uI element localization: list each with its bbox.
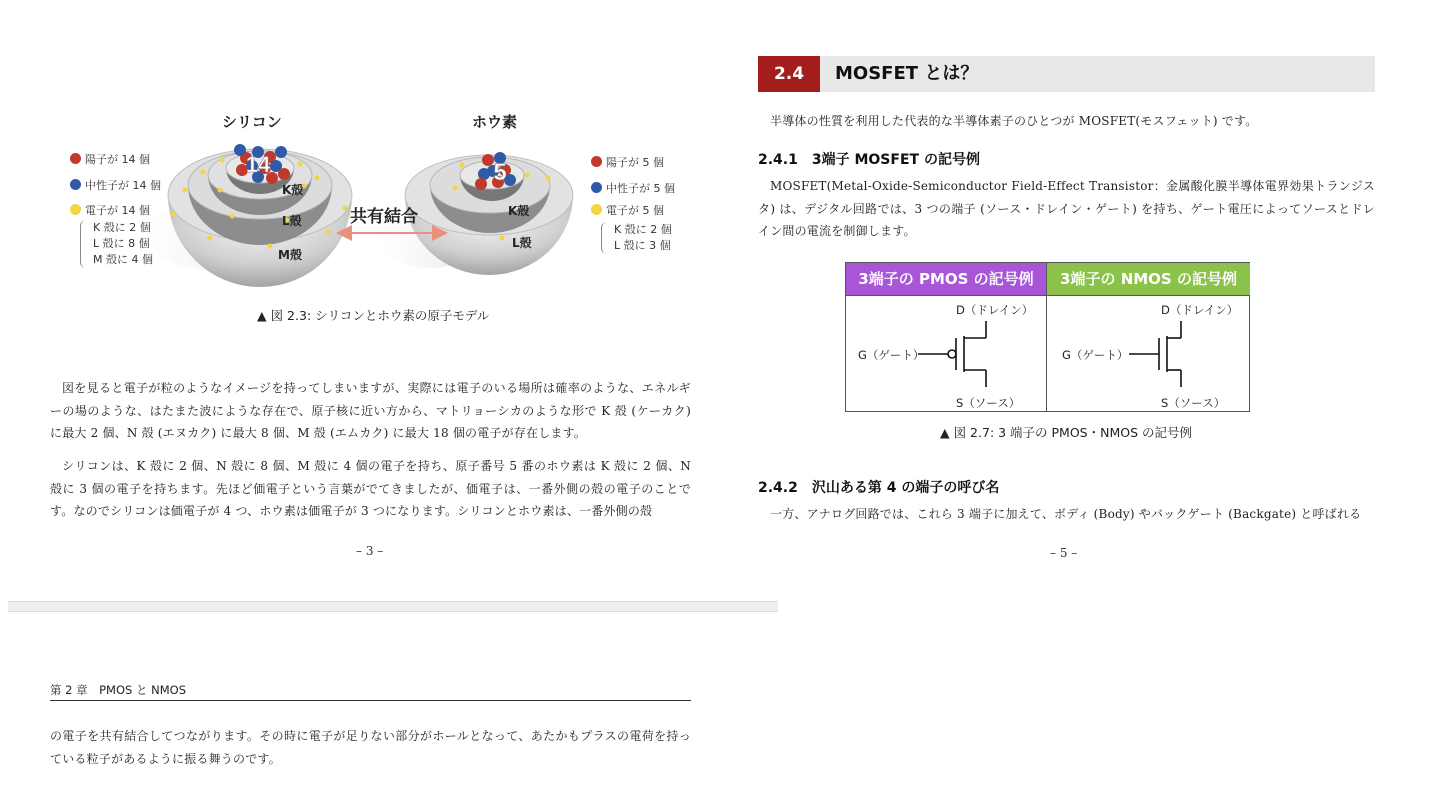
section-number: 2.4 xyxy=(758,56,820,92)
atom-figure xyxy=(0,0,780,300)
boron-legend-proton: 陽子が 5 個 xyxy=(591,154,664,170)
body-paragraph: MOSFET(Metal-Oxide-Semiconductor Field-Effect Transistor：金属酸化膜半導体電界効果トランジスタ) は、デジタル回路では、3 つの端子 (ソース・ドレイン・ゲート) を持ち、ゲート電圧によってソースとドレイン間の電流を制御します。 xyxy=(758,179,1375,238)
chapter-running-header: 第 2 章 PMOS と NMOS xyxy=(50,683,187,697)
nmos-drain-label: D（ドレイン） xyxy=(1161,303,1239,317)
silicon-legend-proton: 陽子が 14 個 xyxy=(70,151,150,167)
page-number: – 5 – xyxy=(1050,546,1078,560)
boron-legend-neutron: 中性子が 5 個 xyxy=(591,180,675,196)
header-rule xyxy=(50,700,691,701)
nmos-header: 3端子の NMOS の記号例 xyxy=(1046,263,1250,295)
section-header xyxy=(758,56,1375,92)
body-paragraph: の電子を共有結合してつながります。その時に電子が足りない部分がホールとなって、あたかもプラスの電荷を持っている粒子があるように振る舞うのです。 xyxy=(50,729,691,766)
page-separator xyxy=(8,601,778,612)
boron-shell-k: K殻 xyxy=(508,204,530,218)
silicon-legend-neutron: 中性子が 14 個 xyxy=(70,177,161,193)
proton-dot-icon xyxy=(591,156,602,167)
bond-label: 共有結合 xyxy=(350,207,418,227)
silicon-shell-m: M殻 xyxy=(278,248,302,262)
neutron-dot-icon xyxy=(591,182,602,193)
boron-legend-electron: 電子が 5 個 xyxy=(591,202,664,218)
boron-nucleus-number: 5 xyxy=(493,159,507,186)
pmos-gate-label: G（ゲート） xyxy=(858,348,925,362)
body-paragraph: 一方、アナログ回路では、これら 3 端子に加えて、ボディ (Body) やバックゲート (Backgate) と呼ばれる xyxy=(770,507,1362,521)
pmos-symbol xyxy=(918,321,986,387)
silicon-shell-l: L殻 xyxy=(282,214,302,228)
proton-dot-icon xyxy=(70,153,81,164)
figure-caption: ▲ 図 2.3: シリコンとホウ素の原子モデル xyxy=(257,308,490,323)
body-paragraph: シリコンは、K 殻に 2 個、N 殻に 8 個、M 殻に 4 個の電子を持ち、原子番号 5 番のホウ素は K 殻に 2 個、N 殻に 3 個の電子を持ちます。先ほど価電子という言葉がでてきましたが、価電子は、一番外側の殻の電子のことです。なのでシリコンは価電子が 4 つ、ホウ素は価電子が 3 つになります。シリコンとホウ素は、一番外側の殻 xyxy=(50,459,691,518)
electron-dot-icon xyxy=(70,204,81,215)
boron-shell-breakdown: K 殻に 2 個 L 殻に 3 個 xyxy=(601,222,672,254)
silicon-nucleus-number: 14 xyxy=(245,152,271,177)
boron-shell-l: L殻 xyxy=(512,236,532,250)
subsection-title: 2.4.1 3端子 MOSFET の記号例 xyxy=(758,152,980,168)
page-number: – 3 – xyxy=(356,544,384,558)
section-title: MOSFET とは？ xyxy=(835,63,979,84)
electron-dot-icon xyxy=(591,204,602,215)
page-left xyxy=(0,0,780,600)
body-paragraph: 図を見ると電子が粒のようなイメージを持ってしまいますが、実際には電子のいる場所は確率のような、エネルギーの場のような、はたまた波にような存在で、原子核に近い方から、マトリョーシカのような形で K 殻 (ケーカク) に最大 2 個、N 殻 (エヌカク) に最大 8 個、M 殻 (エムカク) に最大 18 個の電子が存在します。 xyxy=(50,381,691,440)
intro-paragraph: 半導体の性質を利用した代表的な半導体素子のひとつが MOSFET(モスフェット) です。 xyxy=(770,114,1258,128)
neutron-dot-icon xyxy=(70,179,81,190)
silicon-shell-k: K殻 xyxy=(282,183,304,197)
pmos-header: 3端子の PMOS の記号例 xyxy=(846,263,1046,295)
boron-title: ホウ素 xyxy=(472,113,518,131)
figure-caption: ▲ 図 2.7: 3 端子の PMOS・NMOS の記号例 xyxy=(940,425,1193,440)
nmos-gate-label: G（ゲート） xyxy=(1062,348,1129,362)
nmos-symbol xyxy=(1129,321,1181,387)
nmos-source-label: S（ソース） xyxy=(1161,396,1226,410)
silicon-legend-electron: 電子が 14 個 xyxy=(70,202,150,218)
silicon-title: シリコン xyxy=(222,113,282,131)
pmos-drain-label: D（ドレイン） xyxy=(956,303,1034,317)
pmos-source-label: S（ソース） xyxy=(956,396,1021,410)
subsection-title: 2.4.2 沢山ある第 4 の端子の呼び名 xyxy=(758,480,1000,496)
silicon-shell-breakdown: K 殻に 2 個 L 殻に 8 個 M 殻に 4 個 xyxy=(80,220,153,268)
mosfet-symbol-table xyxy=(845,262,1250,412)
